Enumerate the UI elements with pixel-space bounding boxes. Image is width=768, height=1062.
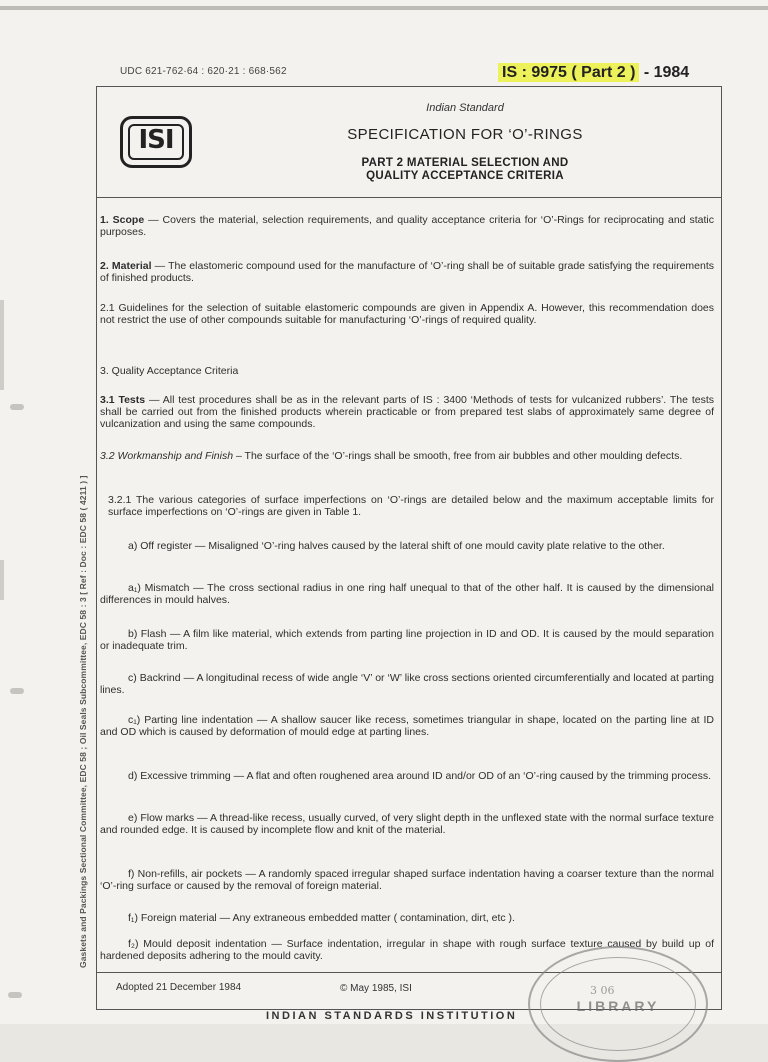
stamp-library-text: LIBRARY — [576, 998, 660, 1014]
library-stamp — [528, 946, 708, 1062]
section-3-2-workmanship — [100, 450, 714, 462]
standard-year: - 1984 — [639, 64, 690, 81]
section-text: — The elastomeric compound used for the manufacture of ‘O’-ring shall be of suitable grade satisfying the requirements of finished products. — [100, 260, 715, 284]
section-label: 1. Scope — [100, 214, 145, 226]
punch-hole — [10, 404, 24, 410]
section-2-1: 2.1 Guidelines for the selection of suitable elastomeric compounds are given in Appendix A. However, this recommendation does not restrict the use of other compounds suitable for manufacturing ‘O’-rings of required quality. — [100, 302, 714, 326]
section-label: 2. Material — [100, 260, 152, 272]
item-d-trimming: d) Excessive trimming — A flat and often roughened area around ID and/or OD of an ‘O’-ring caused by the trimming process. — [128, 770, 712, 782]
header-divider — [96, 197, 722, 198]
section-3-1-tests — [100, 394, 714, 430]
stamp-date: 3 06 — [590, 984, 615, 997]
item-e-flow-marks: e) Flow marks — A thread-like recess, usually curved, of very slight depth in the unflexed state with the normal surface texture and rounded edge. It is caused by incomplete flow and knit of the material. — [100, 812, 714, 836]
item-b-flash: b) Flash — A film like material, which extends from parting line projection in ID and OD. It is caused by the mould separation or inadequate trim. — [100, 628, 714, 652]
part-title-line2: QUALITY ACCEPTANCE CRITERIA — [366, 170, 564, 182]
item-f-non-refills: f) Non-refills, air pockets — A randomly spaced irregular shaped surface indentation having a coarser texture than the normal ‘O’-ring surface or caused by the removal of foreign material. — [100, 868, 714, 892]
standard-number-highlight: IS : 9975 ( Part 2 ) — [498, 63, 639, 82]
part-title — [300, 157, 630, 183]
section-1-scope — [100, 214, 714, 238]
punch-hole — [10, 688, 24, 694]
scan-edge — [0, 6, 768, 10]
indian-standard-label: Indian Standard — [426, 102, 504, 114]
section-label: 3.1 Tests — [100, 394, 146, 406]
standard-number — [498, 64, 689, 82]
committee-side-text: Gaskets and Packings Sectional Committee, EDC 58 ; Oil Seals Subcommittee, EDC 58 : 3 [ Ref : Doc : EDC 58 ( 4211 ) ] — [78, 475, 88, 968]
punch-hole — [8, 992, 22, 998]
item-c1-parting-line: c₁) Parting line indentation — A shallow saucer like recess, sometimes triangular in shape, located on the parting line at ID and OD which is caused by deformation of mould edge at parting lines. — [100, 714, 714, 738]
logo-text: ISI — [138, 125, 174, 155]
udc-code: UDC 621-762·64 : 620·21 : 668·562 — [120, 66, 287, 77]
isi-logo — [120, 116, 192, 168]
section-label: 3.2 Workmanship and Finish — [100, 450, 234, 462]
item-a1-mismatch: a₁) Mismatch — The cross sectional radius in one ring half unequal to that of the other half. It is caused by the dimensional differences in mould halves. — [100, 582, 714, 606]
publisher: INDIAN STANDARDS INSTITUTION — [266, 1010, 518, 1022]
item-a-off-register: a) Off register — Misaligned ‘O’-ring halves caused by the lateral shift of one mould cavity plate relative to the other. — [128, 540, 665, 552]
copyright: © May 1985, ISI — [340, 983, 412, 994]
section-text: — Covers the material, selection requirements, and quality acceptance criteria for ‘O’-Rings for reciprocating and static purposes. — [100, 214, 714, 238]
edge-mark — [0, 300, 4, 390]
section-text: – The surface of the ‘O’-rings shall be smooth, free from air bubbles and other moulding defects. — [233, 450, 683, 462]
item-f1-foreign-material: f₁) Foreign material — Any extraneous embedded matter ( contamination, dirt, etc ). — [128, 912, 515, 924]
document-title: SPECIFICATION FOR ‘O’-RINGS — [347, 126, 583, 143]
section-2-material — [100, 260, 714, 284]
item-f2-mould-deposit: f₂) Mould deposit indentation — Surface indentation, irregular in shape with rough surface texture caused by build up of hardened deposits adhering to the mould cavity. — [100, 938, 714, 962]
adopted-date: Adopted 21 December 1984 — [116, 982, 242, 993]
item-c-backrind: c) Backrind — A longitudinal recess of wide angle ‘V’ or ‘W’ like cross sections oriented circumferentially and located at parting lines. — [100, 672, 714, 696]
part-title-line1: PART 2 MATERIAL SELECTION AND — [361, 157, 569, 169]
edge-mark — [0, 560, 4, 600]
section-3-heading: 3. Quality Acceptance Criteria — [100, 365, 239, 377]
section-3-2-1: 3.2.1 The various categories of surface imperfections on ‘O’-rings are detailed below and the maximum acceptable limits for surface imperfections on ‘O’-rings are given in Table 1. — [108, 494, 714, 518]
section-text: — All test procedures shall be as in the relevant parts of IS : 3400 ‘Methods of tests for vulcanized rubbers’. The tests shall be carried out from the finished products wherein practicable or from prepared test slabs of approximately same degree of vulcanization and using the same compounds. — [100, 394, 714, 430]
